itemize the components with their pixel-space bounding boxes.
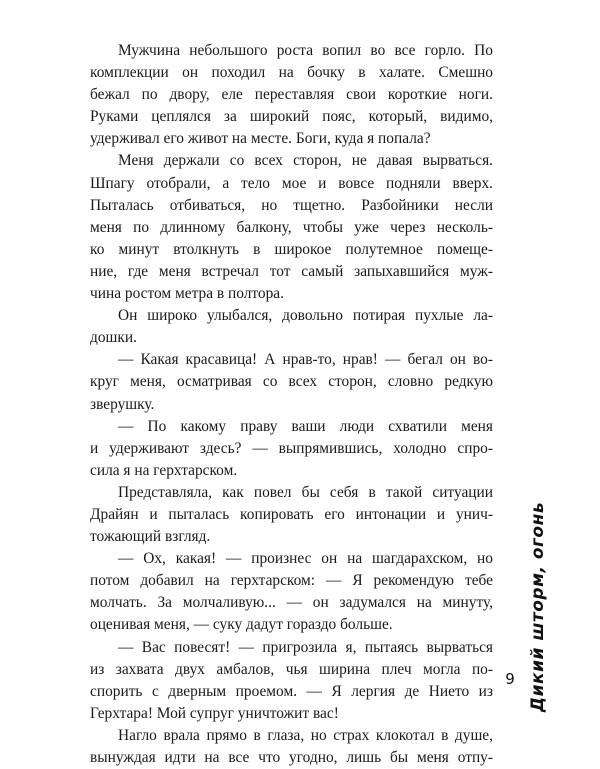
text-line: Руками цеплялся за широкий пояс, который, видимо, bbox=[90, 108, 493, 126]
text-line: — По какому праву ваши люди схватили меня bbox=[118, 417, 493, 435]
text-line: — Ох, какая! — произнес он на шагдарахском, но bbox=[118, 550, 493, 568]
text-line: чина ростом метра в полтора. bbox=[90, 285, 284, 303]
text-line: дошки. bbox=[90, 329, 137, 347]
page-number: 9 bbox=[505, 670, 515, 688]
text-line: Пыталась отбиваться, но тщетно. Разбойники несли bbox=[90, 196, 493, 214]
text-line: — Вас повесят! — пригрозила я, пытаясь вырваться bbox=[118, 638, 493, 656]
text-line: потом добавил на герхтарском: — Я рекомендую тебе bbox=[90, 572, 493, 590]
text-line: сила я на герхтарском. bbox=[90, 461, 238, 479]
text-line: ние, где меня встречал тот самый запыхавшийся муж- bbox=[90, 262, 493, 280]
text-line: Герхтара! Мой супруг уничтожит вас! bbox=[90, 704, 339, 722]
text-line: меня по длинному балкону, чтобы уже через несколь- bbox=[90, 218, 493, 236]
text-line: из захвата двух амбалов, чья ширина плеч могла по- bbox=[90, 660, 493, 678]
text-line: Мужчина небольшого роста вопил во все горло. По bbox=[118, 42, 493, 59]
text-line: ко минут втолкнуть в широкое полутемное помеще- bbox=[90, 240, 493, 258]
text-line: Представляла, как повел бы себя в такой ситуации bbox=[118, 483, 493, 501]
text-line: и удерживают здесь? — выпрямившись, холодно спро- bbox=[90, 439, 493, 457]
text-line: спорить с дверным проемом. — Я лергия де Нието из bbox=[90, 682, 493, 700]
text-line: Меня держали со всех сторон, не давая вырваться. bbox=[118, 152, 493, 170]
running-title: Дикий шторм, огонь bbox=[528, 501, 548, 712]
text-line: Драйян и пыталась копировать его интонации и унич- bbox=[90, 505, 493, 523]
text-line: тожающий взгляд. bbox=[90, 528, 211, 546]
text-line: Он широко улыбался, довольно потирая пухлые ла- bbox=[118, 307, 493, 325]
text-line: Шпагу отобрали, а тело мое и вовсе подняли вверх. bbox=[90, 174, 493, 192]
text-line: круг меня, осматривая со всех сторон, словно редкую bbox=[90, 373, 493, 391]
text-line: удерживал его живот на месте. Боги, куда я попала? bbox=[90, 130, 431, 148]
body-text bbox=[90, 40, 493, 769]
text-line: Нагло врала прямо в глаза, но страх клокотал в душе, bbox=[118, 726, 493, 744]
text-line: зверушку. bbox=[90, 395, 155, 413]
text-line: вынуждая идти на все что угодно, лишь бы меня отпу- bbox=[90, 749, 493, 766]
text-line: комплекции он походил на бочку в халате. Смешно bbox=[90, 64, 493, 82]
text-line: — Какая красавица! А нрав-то, нрав! — бегал он во- bbox=[118, 351, 493, 369]
text-line: оценивая меня, — суку дадут гораздо больше. bbox=[90, 616, 393, 634]
text-line: молчать. За молчаливую... — он задумался на минуту, bbox=[90, 594, 493, 612]
text-line: бежал по двору, еле переставляя свои короткие ноги. bbox=[90, 86, 493, 104]
